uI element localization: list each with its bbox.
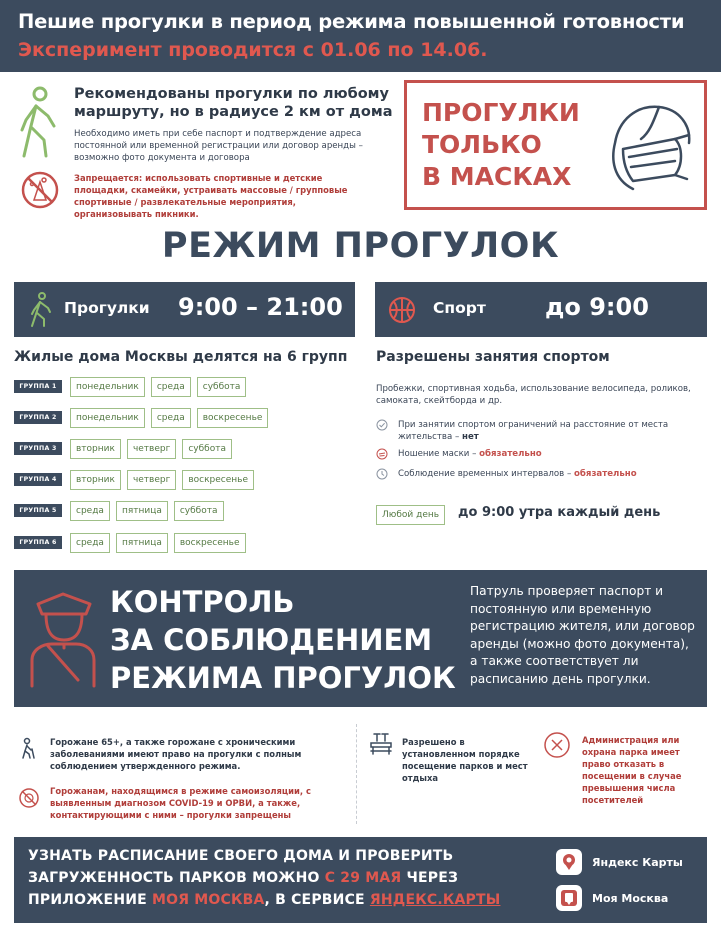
parks-note: Разрешено в установленном порядке посещение парков и мест отдыха	[402, 737, 528, 783]
day-chip: воскресенье	[197, 408, 269, 428]
elderly-note: Горожане 65+, а также горожане с хроническими заболеваниями имеют право на прогулки с полным соблюдением утвержденного режима.	[50, 737, 302, 771]
sport-rule-text: Ношение маски –	[398, 449, 480, 459]
notes-divider	[356, 724, 357, 824]
day-chip: суббота	[197, 377, 247, 397]
day-chip: пятница	[116, 533, 168, 553]
group-row	[14, 407, 274, 428]
footer-service-link[interactable]: ЯНДЕКС.КАРТЫ	[369, 892, 501, 908]
walking-person-icon	[18, 86, 58, 160]
day-chip: среда	[151, 377, 191, 397]
group-label: ГРУППА 1	[14, 380, 62, 393]
any-day-chip: Любой день	[376, 505, 445, 525]
admin-note: Администрация или охрана парка имеет право отказать в посещении в случае превышения числа посетителей	[582, 735, 682, 805]
isolation-note: Горожанам, находящимся в режиме самоизоляции, с выявленным диагнозом COVID-19 и ОРВИ, а также, контактирующими с ними – прогулки запрещены	[50, 786, 311, 820]
footer-text-part: УЗНАТЬ РАСПИСАНИЕ СВОЕГО ДОМА И ПРОВЕРИТЬ ЗАГРУЖЕННОСТЬ ПАРКОВ МОЖНО	[28, 848, 454, 886]
yandex-maps-app[interactable]	[556, 849, 683, 875]
sport-rule-value: обязательно	[574, 469, 637, 479]
my-moscow-icon	[556, 885, 582, 911]
footer-banner	[14, 837, 707, 923]
footer-text	[28, 845, 548, 911]
walking-person-icon	[26, 292, 56, 328]
sport-time-bar	[375, 282, 707, 337]
footer-text-part: , В СЕРВИСЕ	[264, 892, 370, 908]
day-chip: среда	[151, 408, 191, 428]
face-mask-icon	[603, 99, 697, 195]
sport-rules-title: Разрешены занятия спортом	[376, 349, 610, 365]
group-label: ГРУППА 3	[14, 442, 62, 455]
day-chip: пятница	[116, 501, 168, 521]
sport-rule-distance	[376, 419, 706, 443]
sport-rules-text: Пробежки, спортивная ходьба, использование велосипеда, роликов, самоката, скейтборда и др.	[376, 384, 691, 406]
day-chip: суббота	[182, 439, 232, 459]
day-chip: четверг	[127, 439, 176, 459]
ban-text: Запрещается: использовать спортивные и детские площадки, скамейки, устраивать массовые / групповые спортивные / развлекательные мероприятия, организовывать пикники.	[74, 173, 348, 219]
sport-rule-value: обязательно	[479, 449, 542, 459]
park-bench-icon	[368, 731, 394, 757]
basketball-icon	[387, 292, 417, 328]
footer-date: С 29 МАЯ	[324, 870, 402, 886]
walks-label: Прогулки	[64, 299, 150, 317]
recommend-text: Необходимо иметь при себе паспорт и подтверждение адреса постоянной или временной регистрации или договор аренды – возможно фото документа и договора	[74, 129, 363, 163]
group-row	[14, 438, 238, 459]
group-row	[14, 532, 252, 553]
any-day-text: до 9:00 утра каждый день	[458, 505, 661, 520]
elderly-person-icon	[18, 737, 40, 759]
mode-title: РЕЖИМ ПРОГУЛОК	[161, 226, 560, 266]
day-chip: воскресенье	[182, 470, 254, 490]
group-label: ГРУППА 2	[14, 411, 62, 424]
group-row	[14, 469, 260, 490]
app-label: Моя Москва	[592, 891, 669, 905]
walks-time-bar	[14, 282, 355, 337]
app-label: Яндекс Карты	[592, 855, 683, 869]
mask-notice	[404, 80, 707, 210]
my-moscow-app[interactable]	[556, 885, 668, 911]
group-row	[14, 500, 230, 521]
group-row	[14, 376, 252, 397]
mask-notice-text: ПРОГУЛКИ ТОЛЬКО В МАСКАХ	[422, 98, 580, 191]
clock-icon	[376, 468, 388, 480]
check-circle-icon	[376, 419, 388, 431]
sport-rule-text: При занятии спортом ограничений на расстояние от места жительства –	[398, 420, 669, 442]
control-banner	[14, 570, 707, 707]
page-subtitle: Эксперимент проводится с 01.06 по 14.06.	[18, 39, 488, 61]
day-chip: воскресенье	[174, 533, 246, 553]
group-label: ГРУППА 4	[14, 473, 62, 486]
cross-circle-icon	[543, 731, 571, 759]
day-chip: среда	[70, 501, 110, 521]
group-label: ГРУППА 5	[14, 504, 62, 517]
day-chip: вторник	[70, 470, 121, 490]
day-chip: среда	[70, 533, 110, 553]
sport-time: до 9:00	[545, 293, 649, 321]
day-chip: вторник	[70, 439, 121, 459]
no-party-icon	[20, 170, 60, 210]
footer-app-name[interactable]: МОЯ МОСКВА	[152, 892, 265, 908]
control-title: КОНТРОЛЬ ЗА СОБЛЮДЕНИЕМ РЕЖИМА ПРОГУЛОК	[110, 585, 456, 695]
day-chip: четверг	[127, 470, 176, 490]
police-officer-icon	[28, 588, 98, 688]
groups-title: Жилые дома Москвы делятся на 6 групп	[14, 349, 348, 365]
day-chip: понедельник	[70, 408, 145, 428]
control-text: Патруль проверяет паспорт и постоянную или временную регистрацию жителя, или договор аренды (можно фото документа), а также соответствует ли расписанию день прогулки.	[470, 584, 695, 686]
header-banner	[0, 0, 721, 72]
day-chip: понедельник	[70, 377, 145, 397]
walks-time: 9:00 – 21:00	[178, 293, 343, 321]
mask-rule-icon	[376, 448, 388, 460]
sport-rule-value: нет	[462, 432, 479, 442]
group-label: ГРУППА 6	[14, 536, 62, 549]
day-chip: суббота	[174, 501, 224, 521]
sport-rule-mask	[376, 448, 706, 460]
virus-ban-icon	[18, 787, 40, 809]
recommend-title: Рекомендованы прогулки по любому маршруту, но в радиусе 2 км от дома	[74, 86, 393, 120]
sport-rule-text: Соблюдение временных интервалов –	[398, 469, 575, 479]
footer-text-part: ЧЕРЕЗ ПРИЛОЖЕНИЕ	[28, 870, 459, 908]
sport-rule-interval	[376, 468, 706, 480]
sport-label: Спорт	[433, 299, 486, 317]
yandex-maps-icon	[556, 849, 582, 875]
page-title: Пешие прогулки в период режима повышенной готовности	[18, 10, 685, 33]
